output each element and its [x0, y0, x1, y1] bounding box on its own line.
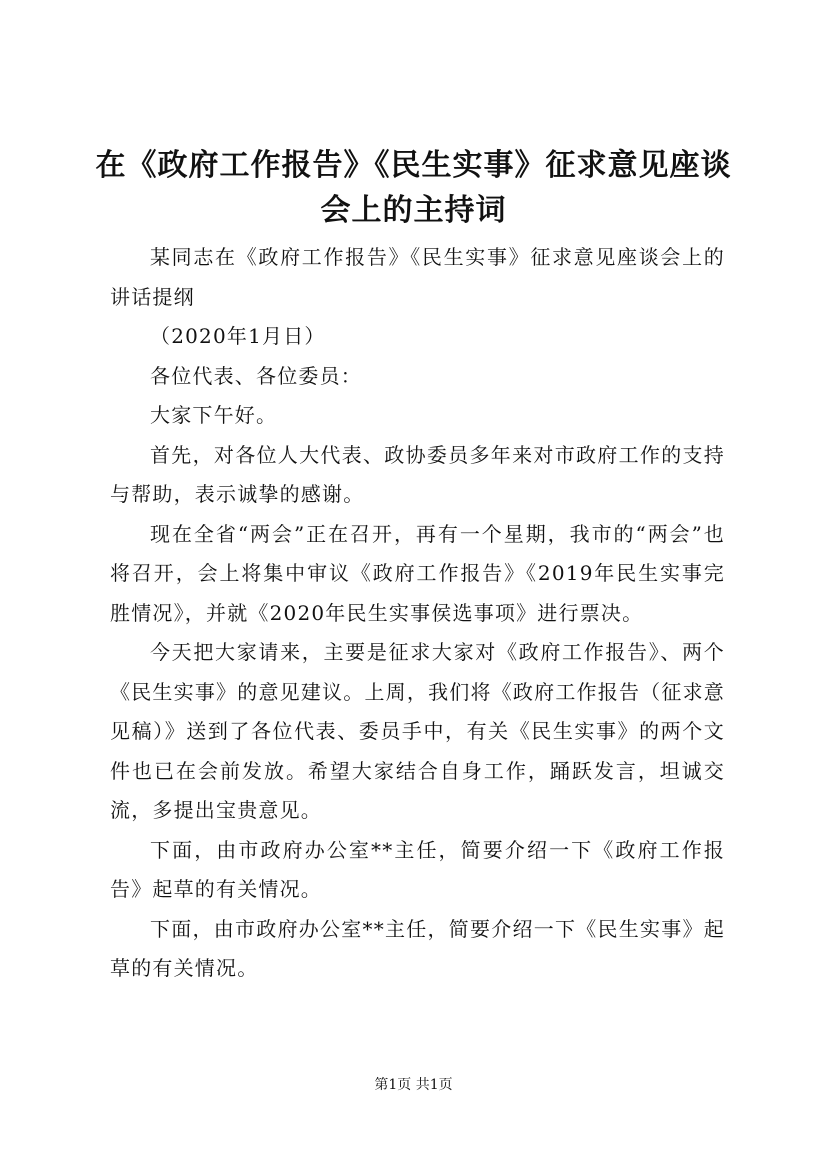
paragraph-meeting-context: 现在全省“两会”正在召开，再有一个星期，我市的“两会”也将召开，会上将集中审议《政府工作报告》《2019年民生实事完胜情况》，并就《2020年民生实事侯选事项》进行票决。	[110, 521, 725, 625]
page-footer: 第1页 共1页	[374, 1077, 453, 1093]
document-body	[110, 238, 725, 989]
paragraph-greeting: 大家下午好。	[150, 403, 278, 427]
paragraph-date: （2020年1月日）	[150, 324, 326, 348]
paragraph-report-intro: 下面，由市政府办公室**主任，简要介绍一下《政府工作报告》起草的有关情况。	[110, 837, 725, 901]
paragraph-thanks: 首先，对各位人大代表、政协委员多年来对市政府工作的支持与帮助，表示诚挚的感谢。	[110, 442, 725, 506]
document-title: 在《政府工作报告》《民生实事》征求意见座谈会上的主持词	[95, 148, 732, 228]
paragraph-outline-heading: 某同志在《政府工作报告》《民生实事》征求意见座谈会上的讲话提纲	[110, 245, 725, 309]
paragraph-purpose: 今天把大家请来，主要是征求大家对《政府工作报告》、两个《民生实事》的意见建议。上周，我们将《政府工作报告（征求意见稿）》送到了各位代表、委员手中，有关《民生实事》的两个文件也已在会前发放。希望大家结合自身工作，踊跃发言，坦诚交流，多提出宝贵意见。	[110, 640, 725, 822]
paragraph-salutation: 各位代表、各位委员：	[150, 363, 362, 388]
paragraph-livelihood-intro: 下面，由市政府办公室**主任，简要介绍一下《民生实事》起草的有关情况。	[110, 916, 725, 980]
